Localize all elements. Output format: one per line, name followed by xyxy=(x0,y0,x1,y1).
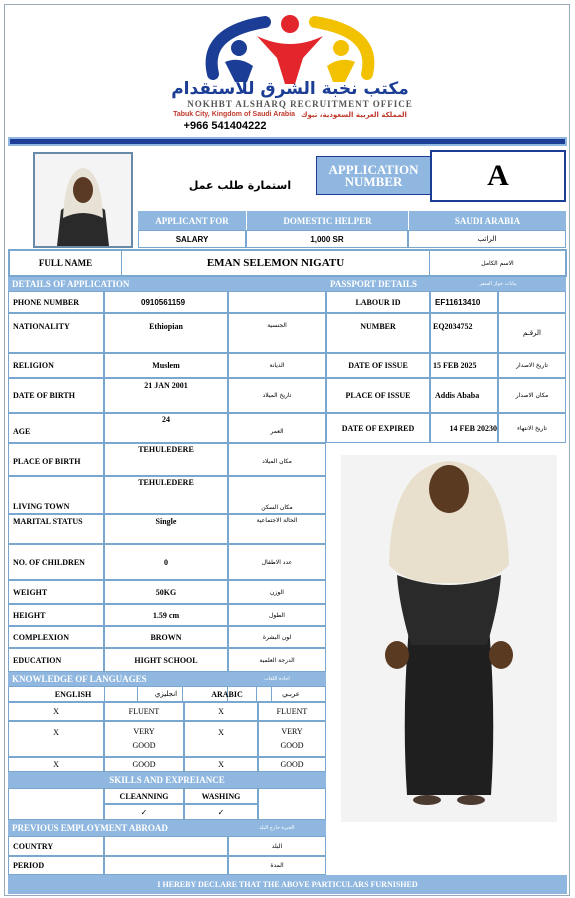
english-fluent-mark: X xyxy=(8,702,104,721)
marital-status-value: Single xyxy=(104,514,228,544)
living-town-value: TEHULEDERE xyxy=(104,476,228,514)
complexion-label: COMPLEXION xyxy=(8,626,104,648)
skills-heading: SKILLS AND EXPREIANCE xyxy=(8,772,326,788)
salary-label: SALARY xyxy=(138,230,246,248)
position-label: DOMESTIC HELPER xyxy=(246,211,408,230)
height-arabic: الطول xyxy=(228,604,326,626)
washing-label: WASHING xyxy=(184,788,258,804)
languages-heading-arabic: اجادة اللغات xyxy=(228,672,326,686)
full-name-value: EMAN SELEMON NIGATU xyxy=(122,251,430,275)
arabic-verygood-level: VERY GOOD xyxy=(258,721,326,757)
application-number-value: A xyxy=(430,150,566,202)
weight-value: 50KG xyxy=(104,580,228,604)
arabic-label: ARABIC xyxy=(182,686,272,702)
pob-value: TEHULEDERE xyxy=(104,443,228,476)
nationality-value: Ethiopian xyxy=(104,313,228,353)
phone-label: PHONE NUMBER xyxy=(8,291,104,313)
country-label: SAUDI ARABIA xyxy=(408,211,566,230)
nationality-label: NATIONALITY xyxy=(8,313,104,353)
weight-arabic: الوزن xyxy=(228,580,326,604)
country-value xyxy=(104,836,228,856)
education-arabic: الدرجة العلمية xyxy=(228,648,326,672)
salary-value: 1,000 SR xyxy=(246,230,408,248)
employment-heading-arabic: الخبرة خارج البلد xyxy=(228,820,326,836)
marital-status-label: MARITAL STATUS xyxy=(8,514,104,544)
english-fluent-level: FLUENT xyxy=(104,702,184,721)
details-heading: DETAILS OF APPLICATION xyxy=(8,277,326,291)
english-verygood-level: VERY GOOD xyxy=(104,721,184,757)
english-good-level: GOOD xyxy=(104,757,184,772)
arabic-fluent-level: FLUENT xyxy=(258,702,326,721)
arabic-arabic: عربـي xyxy=(256,686,326,702)
english-arabic: انجليزي xyxy=(104,686,228,702)
labour-id-arabic xyxy=(498,291,566,313)
dob-label: DATE OF BIRTH xyxy=(8,378,104,413)
english-verygood-mark: X xyxy=(8,721,104,757)
cleaning-label: CLEANNING xyxy=(104,788,184,804)
arabic-fluent-mark: X xyxy=(184,702,258,721)
form-title-arabic: استمارة طلب عمل xyxy=(188,178,292,192)
company-phone: +966 541404222 xyxy=(183,120,267,132)
country-label: COUNTRY xyxy=(8,836,104,856)
religion-value: Muslem xyxy=(104,353,228,378)
children-value: 0 xyxy=(104,544,228,580)
marital-status-arabic: الحالة الاجتماعية xyxy=(228,514,326,544)
arabic-good-level: GOOD xyxy=(258,757,326,772)
declaration: I HEREBY DECLARE THAT THE ABOVE PARTICULARS FURNISHED xyxy=(8,875,567,894)
date-of-issue-label: DATE OF ISSUE xyxy=(326,353,430,378)
arabic-verygood-mark: X xyxy=(184,721,258,757)
children-arabic: عدد الاطفال xyxy=(228,544,326,580)
english-label: ENGLISH xyxy=(8,686,138,702)
applicant-for-label: APPLICANT FOR xyxy=(138,211,246,230)
date-expired-arabic: تاريخ الانتهاء xyxy=(498,413,566,443)
height-value: 1.59 cm xyxy=(104,604,228,626)
passport-number-value: EQ2034752 xyxy=(430,313,498,353)
full-name-label: FULL NAME xyxy=(10,251,122,275)
country-arabic: البلد xyxy=(228,836,326,856)
passport-number-arabic: الرقـم xyxy=(498,313,566,353)
company-name-arabic: مكتب نخبة الشرق للاستقدام xyxy=(171,79,409,99)
salary-arabic: الراتب xyxy=(408,230,566,248)
labour-id-label: LABOUR ID xyxy=(326,291,430,313)
application-number-label: APPLICATION NUMBER xyxy=(316,156,431,195)
place-of-issue-label: PLACE OF ISSUE xyxy=(326,378,430,413)
place-of-issue-arabic: مكان الاصدار xyxy=(498,378,566,413)
applicant-portrait xyxy=(33,152,133,248)
passport-heading: PASSPORT DETAILS xyxy=(326,277,430,291)
company-name-english: NOKHBT ALSHARQ RECRUITMENT OFFICE xyxy=(187,98,413,109)
age-arabic: العمر xyxy=(228,413,326,443)
skills-blank-left xyxy=(8,788,104,820)
passport-heading-arabic: بيانات جواز السفر xyxy=(430,277,566,291)
height-label: HEIGHT xyxy=(8,604,104,626)
living-town-arabic: مكان السكن xyxy=(228,476,326,514)
phone-arabic xyxy=(228,291,326,313)
nationality-arabic: الجنسية xyxy=(228,313,326,353)
period-arabic: المدة xyxy=(228,856,326,875)
pob-arabic: مكان الميلاد xyxy=(228,443,326,476)
labour-id-value: EF11613410 xyxy=(430,291,498,313)
date-expired-value: 14 FEB 20230 xyxy=(430,413,498,443)
applicant-full-body-photo xyxy=(341,455,557,822)
cleaning-check: ✓ xyxy=(104,804,184,820)
living-town-label: LIVING TOWN xyxy=(8,476,104,514)
weight-label: WEIGHT xyxy=(8,580,104,604)
date-of-issue-arabic: تاريخ الاصدار xyxy=(498,353,566,378)
religion-arabic: الديانة xyxy=(228,353,326,378)
arabic-good-mark: X xyxy=(184,757,258,772)
age-value: 24 xyxy=(104,413,228,443)
employment-heading: PREVIOUS EMPLOYMENT ABROAD xyxy=(8,820,228,836)
full-name-arabic: الاسم الكامل xyxy=(481,259,514,267)
washing-check: ✓ xyxy=(184,804,258,820)
period-value xyxy=(104,856,228,875)
dob-arabic: تاريخ الميلاد xyxy=(228,378,326,413)
pob-label: PLACE OF BIRTH xyxy=(8,443,104,476)
address-english: Tabuk City, Kingdom of Saudi Arabia xyxy=(173,111,296,118)
date-expired-label: DATE OF EXPIRED xyxy=(326,413,430,443)
education-label: EDUCATION xyxy=(8,648,104,672)
complexion-arabic: لون البشرة xyxy=(228,626,326,648)
complexion-value: BROWN xyxy=(104,626,228,648)
address-arabic: المملكة العربية السعودية، تبوك xyxy=(301,110,407,119)
place-of-issue-value: Addis Ababa xyxy=(430,378,498,413)
dob-value: 21 JAN 2001 xyxy=(104,378,228,413)
children-label: NO. OF CHILDREN xyxy=(8,544,104,580)
header-divider xyxy=(8,137,567,146)
religion-label: RELIGION xyxy=(8,353,104,378)
skills-blank-right xyxy=(258,788,326,820)
age-label: AGE xyxy=(8,413,104,443)
languages-heading: KNOWLEDGE OF LANGUAGES xyxy=(8,672,228,686)
period-label: PERIOD xyxy=(8,856,104,875)
education-value: HIGHT SCHOOL xyxy=(104,648,228,672)
date-of-issue-value: 15 FEB 2025 xyxy=(430,353,498,378)
passport-number-label: NUMBER xyxy=(326,313,430,353)
english-good-mark: X xyxy=(8,757,104,772)
phone-value: 0910561159 xyxy=(104,291,228,313)
